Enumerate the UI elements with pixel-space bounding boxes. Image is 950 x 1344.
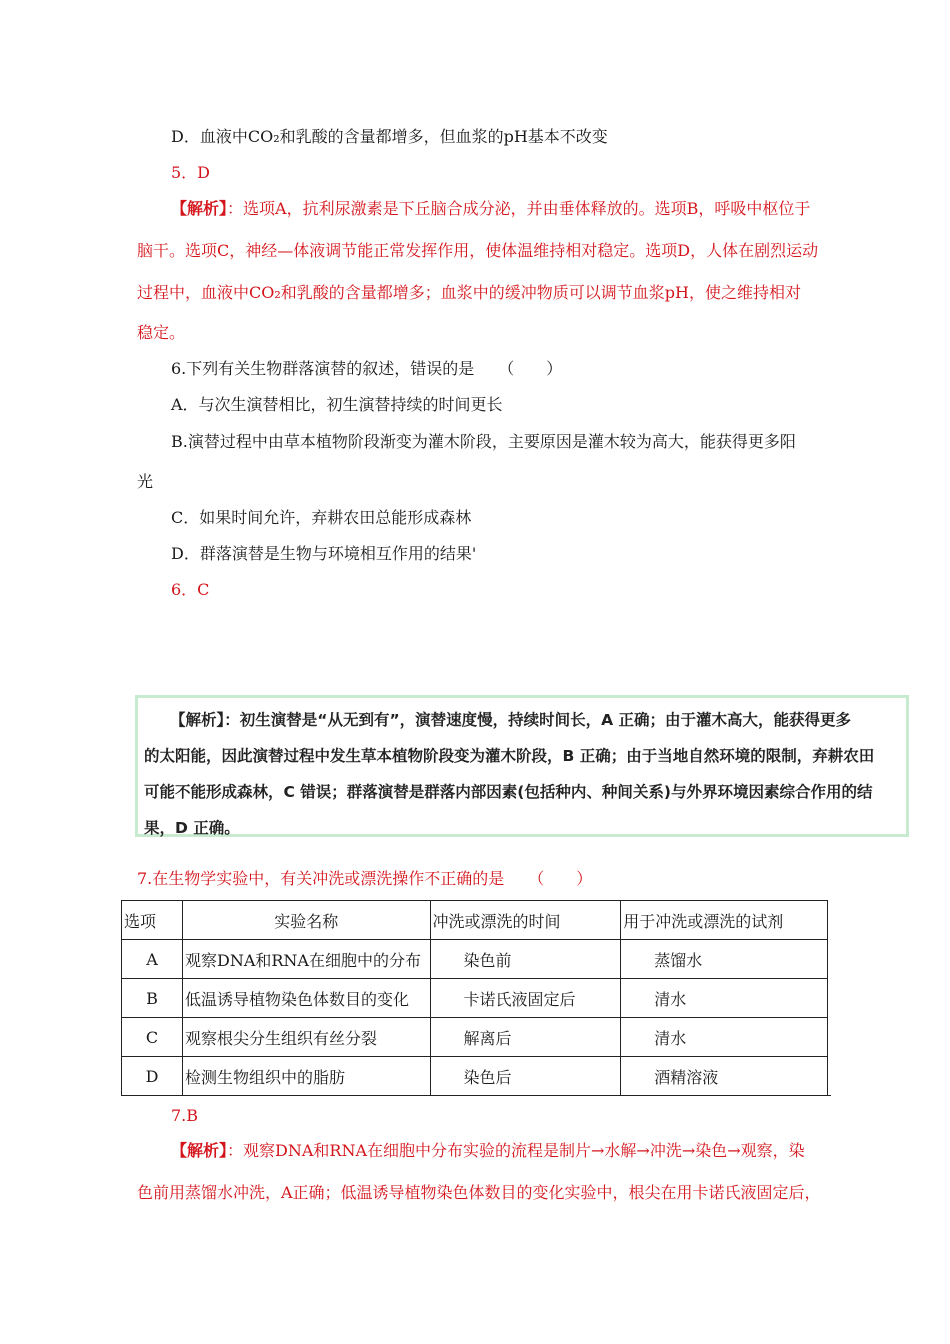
box-line1: 【解析】：初生演替是“从无到有”，演替速度慢，持续时间长，A 正确；由于灌木高大，能获得更多	[170, 711, 852, 729]
q7-stem: 7.在生物学实验中，有关冲洗或漂洗操作不正确的是 （ ）	[137, 869, 593, 888]
q6-answer: 6．C	[171, 580, 210, 599]
box-line4: 果，D 正确。	[144, 819, 240, 837]
table-cell: 解离后	[430, 1018, 621, 1057]
table-cell: 蒸馏水	[621, 940, 828, 979]
explanation-text: ：观察DNA和RNA在细胞中分布实验的流程是制片→水解→冲洗→染色→观察，染	[227, 1141, 805, 1160]
q7-explanation-line1	[137, 1140, 805, 1162]
table-cell: B	[122, 979, 183, 1018]
q5-explanation-line2: 脑干。选项C，神经—体液调节能正常发挥作用，使体温维持相对稳定。选项D，人体在剧烈运动	[137, 241, 819, 260]
q6-option-a: A．与次生演替相比，初生演替持续的时间更长	[171, 395, 503, 414]
table-cell: 清水	[621, 979, 828, 1018]
table-cell: 检测生物组织中的脂肪	[183, 1057, 431, 1096]
q6-option-d: D．群落演替是生物与环境相互作用的结果'	[171, 544, 477, 563]
q7-answer: 7.B	[171, 1106, 199, 1125]
table-cell: 染色后	[430, 1057, 621, 1096]
explanation-text: ：选项A，抗利尿激素是下丘脑合成分泌，并由垂体释放的。选项B，呼吸中枢位于	[227, 199, 811, 218]
q5-explanation-line4: 稳定。	[137, 323, 186, 342]
table-header: 用于冲洗或漂洗的试剂	[621, 901, 828, 940]
box-line3: 可能不能形成森林，C 错误；群落演替是群落内部因素(包括种内、种间关系)与外界环境因素综合作用的结	[144, 783, 873, 801]
experiment-table	[121, 900, 828, 1096]
table-header: 冲洗或漂洗的时间	[430, 901, 621, 940]
q6-option-b: B.演替过程中由草本植物阶段渐变为灌木阶段，主要原因是灌木较为高大，能获得更多阳	[171, 432, 796, 451]
table-row	[122, 1057, 828, 1096]
explanation-tag: 【解析】	[171, 199, 228, 218]
table-cell: C	[122, 1018, 183, 1057]
table-cell: D	[122, 1057, 183, 1096]
q6-option-c: C．如果时间允许，弃耕农田总能形成森林	[171, 508, 472, 527]
table-cell: 低温诱导植物染色体数目的变化	[183, 979, 431, 1018]
table-header: 选项	[122, 901, 183, 940]
table-bottom-rule	[121, 1095, 831, 1096]
table-header: 实验名称	[183, 901, 431, 940]
table-cell: A	[122, 940, 183, 979]
explanation-tag: 【解析】	[171, 1141, 228, 1160]
table-row	[122, 940, 828, 979]
q5-answer: 5．D	[171, 163, 211, 182]
table-row	[122, 1018, 828, 1057]
q5-option-d: D．血液中CO₂和乳酸的含量都增多，但血浆的pH基本不改变	[171, 127, 608, 146]
q5-explanation-line1	[137, 198, 810, 220]
q6-option-b-cont: 光	[137, 472, 154, 491]
table-cell: 观察根尖分生组织有丝分裂	[183, 1018, 431, 1057]
table-cell: 观察DNA和RNA在细胞中的分布	[183, 940, 431, 979]
q6-stem: 6.下列有关生物群落演替的叙述，错误的是 （ ）	[171, 359, 563, 378]
table-cell: 染色前	[430, 940, 621, 979]
box-line2: 的太阳能，因此演替过程中发生草本植物阶段变为灌木阶段，B 正确；由于当地自然环境的限制，弃耕农田	[144, 747, 875, 765]
q7-explanation-line2: 色前用蒸馏水冲洗，A正确；低温诱导植物染色体数目的变化实验中，根尖在用卡诺氏液固定后，	[137, 1183, 821, 1202]
table-cell: 卡诺氏液固定后	[430, 979, 621, 1018]
table-cell: 酒精溶液	[621, 1057, 828, 1096]
q6-explanation-box	[135, 695, 909, 837]
table-header-row	[122, 901, 828, 940]
table-row	[122, 979, 828, 1018]
q5-explanation-line3: 过程中，血液中CO₂和乳酸的含量都增多；血浆中的缓冲物质可以调节血浆pH，使之维持相对	[137, 283, 801, 302]
table-cell: 清水	[621, 1018, 828, 1057]
